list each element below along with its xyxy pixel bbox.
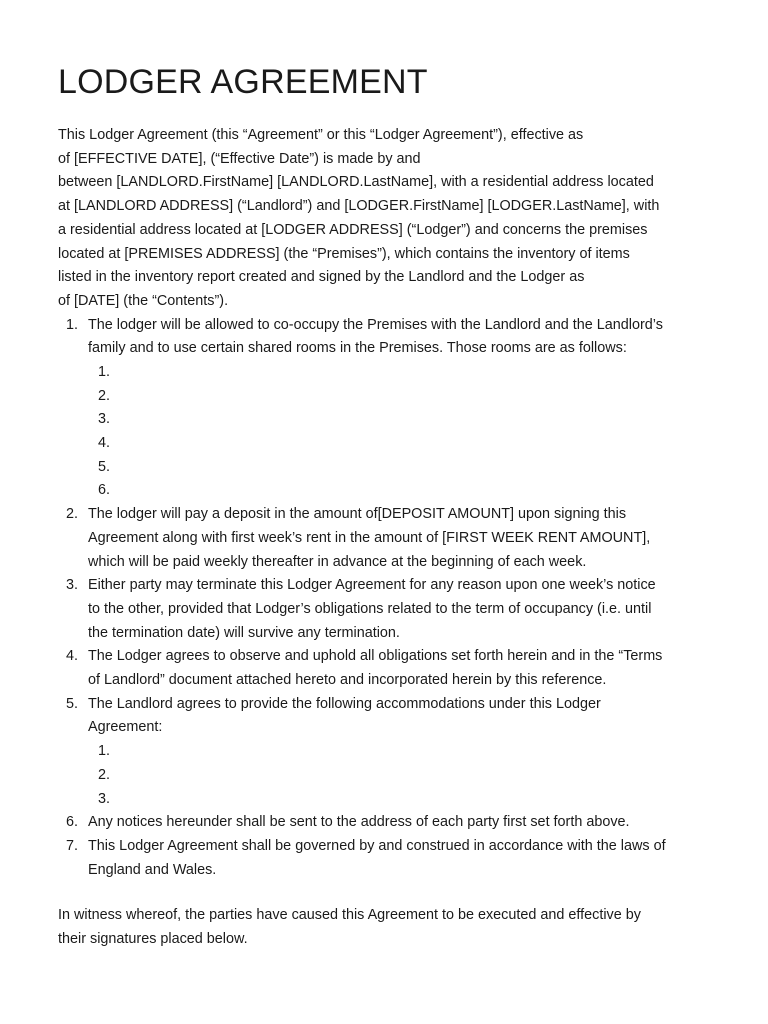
sub-list-item	[88, 456, 712, 480]
clause-item	[58, 693, 712, 811]
clause-number: 2.	[66, 506, 79, 523]
clause-item	[58, 835, 712, 882]
clause-line: The lodger will pay a deposit in the amount of[DEPOSIT AMOUNT] upon signing this	[88, 506, 627, 523]
sub-item-number: 4.	[98, 435, 111, 452]
accommodations-list	[88, 740, 712, 811]
sub-item-number: 3.	[98, 790, 111, 807]
witness-paragraph	[58, 904, 712, 951]
clause-line: of Landlord” document attached hereto and incorporated herein by this reference.	[88, 672, 607, 689]
document-title: LODGER AGREEMENT	[58, 63, 428, 101]
sub-list-item	[88, 408, 712, 432]
clause-line: to the other, provided that Lodger’s obligations related to the term of occupancy (i.e. until	[88, 600, 652, 617]
sub-item-number: 1.	[98, 364, 111, 381]
intro-line: of [DATE] (the “Contents”).	[58, 292, 229, 309]
shared-rooms-list	[88, 361, 712, 503]
intro-line: of [EFFECTIVE DATE], (“Effective Date”) is made by and	[58, 150, 421, 167]
intro-line: between [LANDLORD.FirstName] [LANDLORD.LastName], with a residential address located	[58, 174, 654, 191]
sub-item-number: 5.	[98, 458, 111, 475]
clause-line: Agreement along with first week’s rent in the amount of [FIRST WEEK RENT AMOUNT],	[88, 529, 651, 546]
document-body	[58, 124, 712, 952]
clause-line: The lodger will be allowed to co-occupy the Premises with the Landlord and the Landlord’s	[88, 316, 663, 333]
clause-line: Agreement:	[88, 719, 163, 736]
clause-number: 5.	[66, 695, 79, 712]
intro-line: at [LANDLORD ADDRESS] (“Landlord”) and [LODGER.FirstName] [LODGER.LastName], with	[58, 198, 660, 215]
intro-line: This Lodger Agreement (this “Agreement” or this “Lodger Agreement”), effective as	[58, 127, 584, 143]
clause-item	[58, 574, 712, 645]
sub-list-item	[88, 479, 712, 503]
clause-line: Any notices hereunder shall be sent to the address of each party first set forth above.	[88, 814, 630, 831]
clause-number: 4.	[66, 648, 79, 665]
clause-number: 7.	[66, 837, 79, 854]
sub-list-item	[88, 361, 712, 385]
clause-line: The Lodger agrees to observe and uphold all obligations set forth herein and in the “Terms	[88, 648, 663, 665]
sub-item-number: 3.	[98, 411, 111, 428]
clause-item	[58, 811, 712, 835]
clause-number: 3.	[66, 577, 79, 594]
sub-list-item	[88, 740, 712, 764]
clause-line: family and to use certain shared rooms in the Premises. Those rooms are as follows:	[88, 340, 627, 357]
sub-item-number: 2.	[98, 387, 111, 404]
sub-list-item	[88, 788, 712, 812]
clause-line: the termination date) will survive any termination.	[88, 624, 400, 641]
clause-list	[58, 314, 712, 883]
witness-line: In witness whereof, the parties have caused this Agreement to be executed and effective by	[58, 907, 641, 924]
intro-line: located at [PREMISES ADDRESS] (the “Premises”), which contains the inventory of items	[58, 245, 630, 262]
sub-item-number: 2.	[98, 766, 111, 783]
intro-paragraph	[58, 124, 712, 314]
clause-line: Either party may terminate this Lodger Agreement for any reason upon one week’s notice	[88, 577, 656, 594]
sub-item-number: 6.	[98, 482, 111, 499]
clause-item	[58, 503, 712, 574]
clause-item	[58, 645, 712, 692]
witness-line: their signatures placed below.	[58, 931, 248, 948]
intro-line: listed in the inventory report created and signed by the Landlord and the Lodger as	[58, 269, 585, 286]
clause-item	[58, 314, 712, 504]
sub-list-item	[88, 764, 712, 788]
clause-line: England and Wales.	[88, 861, 217, 878]
intro-line: a residential address located at [LODGER ADDRESS] (“Lodger”) and concerns the premises	[58, 221, 648, 238]
sub-list-item	[88, 432, 712, 456]
clause-line: which will be paid weekly thereafter in advance at the beginning of each week.	[88, 553, 587, 570]
clause-number: 6.	[66, 814, 79, 831]
clause-line: The Landlord agrees to provide the following accommodations under this Lodger	[88, 695, 601, 712]
clause-line: This Lodger Agreement shall be governed by and construed in accordance with the laws of	[88, 837, 666, 854]
clause-number: 1.	[66, 316, 79, 333]
sub-list-item	[88, 385, 712, 409]
sub-item-number: 1.	[98, 743, 111, 760]
